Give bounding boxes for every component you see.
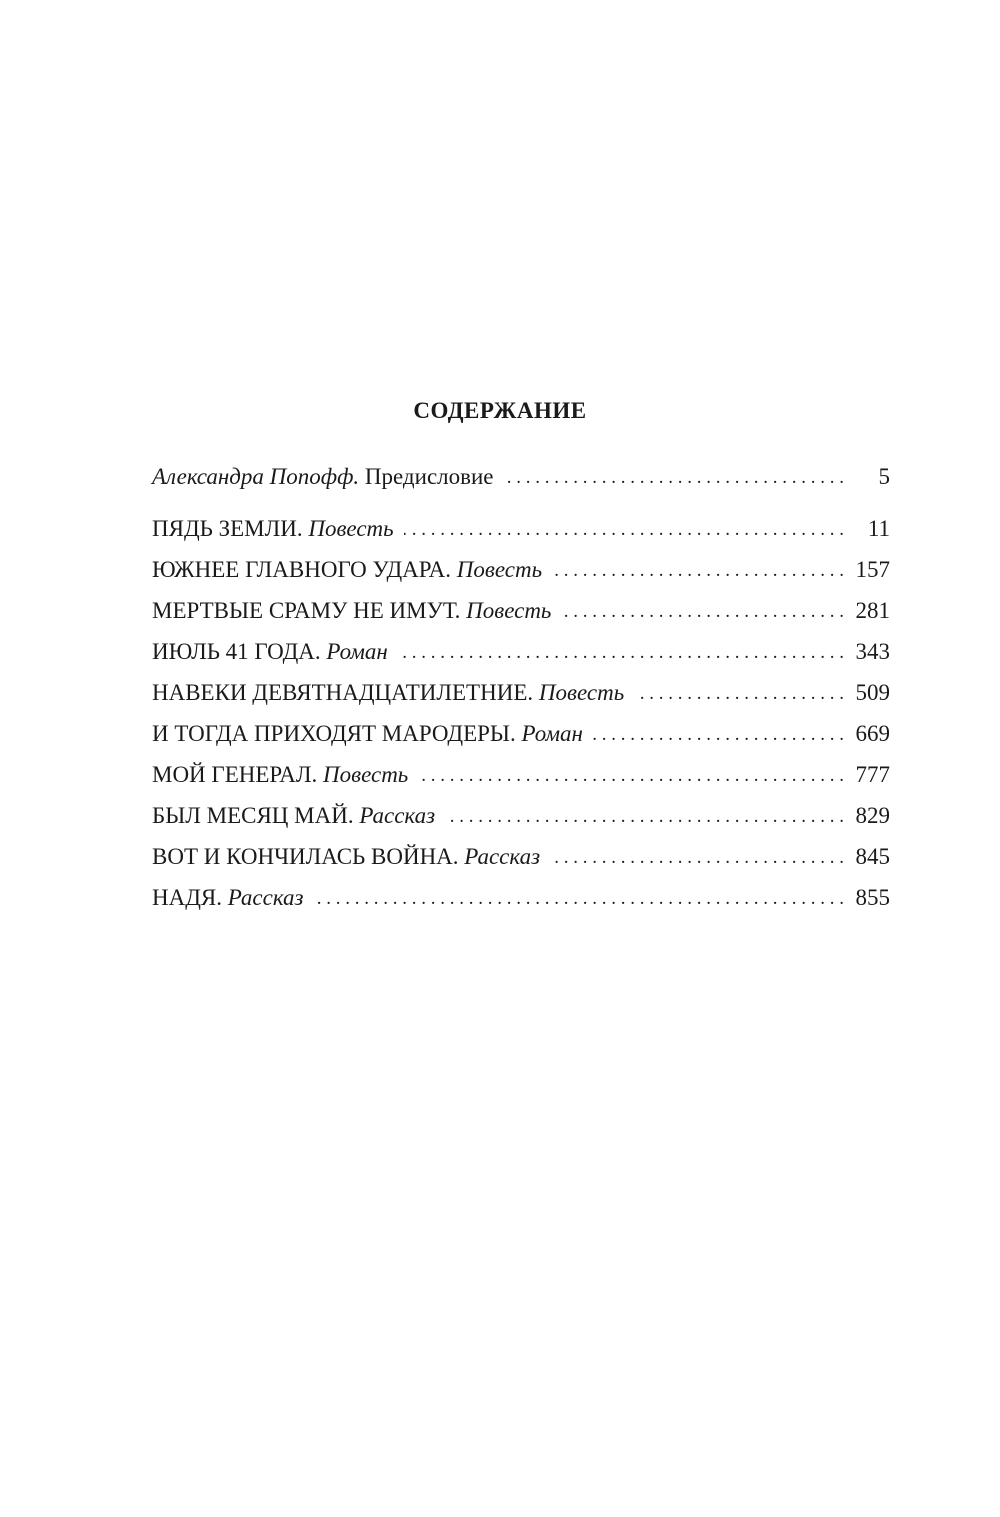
toc-heading: СОДЕРЖАНИЕ (413, 398, 587, 423)
toc-entry-title: ЮЖНЕЕ ГЛАВНОГО УДАРА. (152, 557, 451, 582)
toc-page-number: 157 (855, 557, 890, 582)
toc-page-number: 509 (855, 680, 890, 705)
toc-entry-genre: Рассказ (359, 803, 436, 828)
toc-page-number: 845 (855, 844, 890, 869)
toc-entry-title: ВОТ И КОНЧИЛАСЬ ВОЙНА. (152, 844, 459, 869)
toc-entry-genre: Роман (521, 721, 583, 746)
toc-page-number: 777 (855, 762, 890, 787)
toc-entry-genre: Рассказ (227, 885, 304, 910)
dot-leader (314, 884, 845, 914)
toc-preface-author: Александра Попофф. (152, 464, 360, 489)
toc-entry-title: МЕРТВЫЕ СРАМУ НЕ ИМУТ. (152, 598, 461, 623)
toc-row (152, 514, 890, 555)
toc-entry-genre: Повесть (322, 762, 409, 787)
toc-entry-label (152, 801, 435, 831)
toc-entry-title: МОЙ ГЕНЕРАЛ. (152, 762, 318, 787)
toc-entry-label (152, 596, 551, 626)
toc-entry-label (152, 678, 624, 708)
toc-row (152, 883, 890, 924)
toc-entry-label (152, 883, 304, 913)
dot-leader (634, 679, 844, 709)
toc-row (152, 637, 890, 678)
toc-page-number: 5 (878, 464, 890, 489)
toc-row (152, 555, 890, 596)
toc-entry-genre: Повесть (456, 557, 543, 582)
toc-entry-title: НАДЯ. (152, 885, 222, 910)
toc-row (152, 801, 890, 842)
table-of-contents (152, 462, 890, 924)
toc-page-number: 11 (867, 516, 890, 541)
dot-leader (552, 556, 844, 586)
toc-preface-label (152, 462, 494, 492)
dot-leader (398, 638, 844, 668)
toc-preface-title: Предисловие (364, 464, 494, 489)
toc-row (152, 842, 890, 883)
dot-leader (445, 802, 844, 832)
dot-leader (504, 463, 844, 493)
toc-page-number: 855 (855, 885, 890, 910)
toc-entry-genre: Рассказ (464, 844, 541, 869)
toc-entry-title: ПЯДЬ ЗЕМЛИ. (152, 516, 303, 541)
toc-row (152, 719, 890, 760)
toc-row (152, 678, 890, 719)
toc-entry-title: И ТОГДА ПРИХОДЯТ МАРОДЕРЫ. (152, 721, 516, 746)
toc-entry-title: БЫЛ МЕСЯЦ МАЙ. (152, 803, 354, 828)
toc-page-number: 343 (855, 639, 890, 664)
toc-entry-title: НАВЕКИ ДЕВЯТНАДЦАТИЛЕТНИЕ. (152, 680, 534, 705)
dot-leader (418, 761, 844, 791)
toc-page-number: 829 (855, 803, 890, 828)
dot-leader (593, 720, 844, 750)
toc-entry-genre: Повесть (308, 516, 394, 541)
dot-leader (404, 515, 844, 545)
toc-entry-label (152, 760, 408, 790)
toc-entry-label (152, 637, 388, 667)
dot-leader (550, 843, 844, 873)
toc-entry-genre: Повесть (538, 680, 625, 705)
toc-entry-label (152, 842, 540, 872)
toc-page-number: 281 (855, 598, 890, 623)
dot-leader (561, 597, 844, 627)
toc-entry-genre: Повесть (466, 598, 552, 623)
toc-page-number: 669 (855, 721, 890, 746)
toc-row (152, 596, 890, 637)
toc-entry-genre: Роман (326, 639, 388, 664)
toc-entry-label (152, 555, 542, 585)
toc-entry-label (152, 514, 394, 544)
toc-entry-label (152, 719, 583, 749)
toc-entry-title: ИЮЛЬ 41 ГОДА. (152, 639, 321, 664)
toc-row-preface (152, 462, 890, 503)
toc-row (152, 760, 890, 801)
